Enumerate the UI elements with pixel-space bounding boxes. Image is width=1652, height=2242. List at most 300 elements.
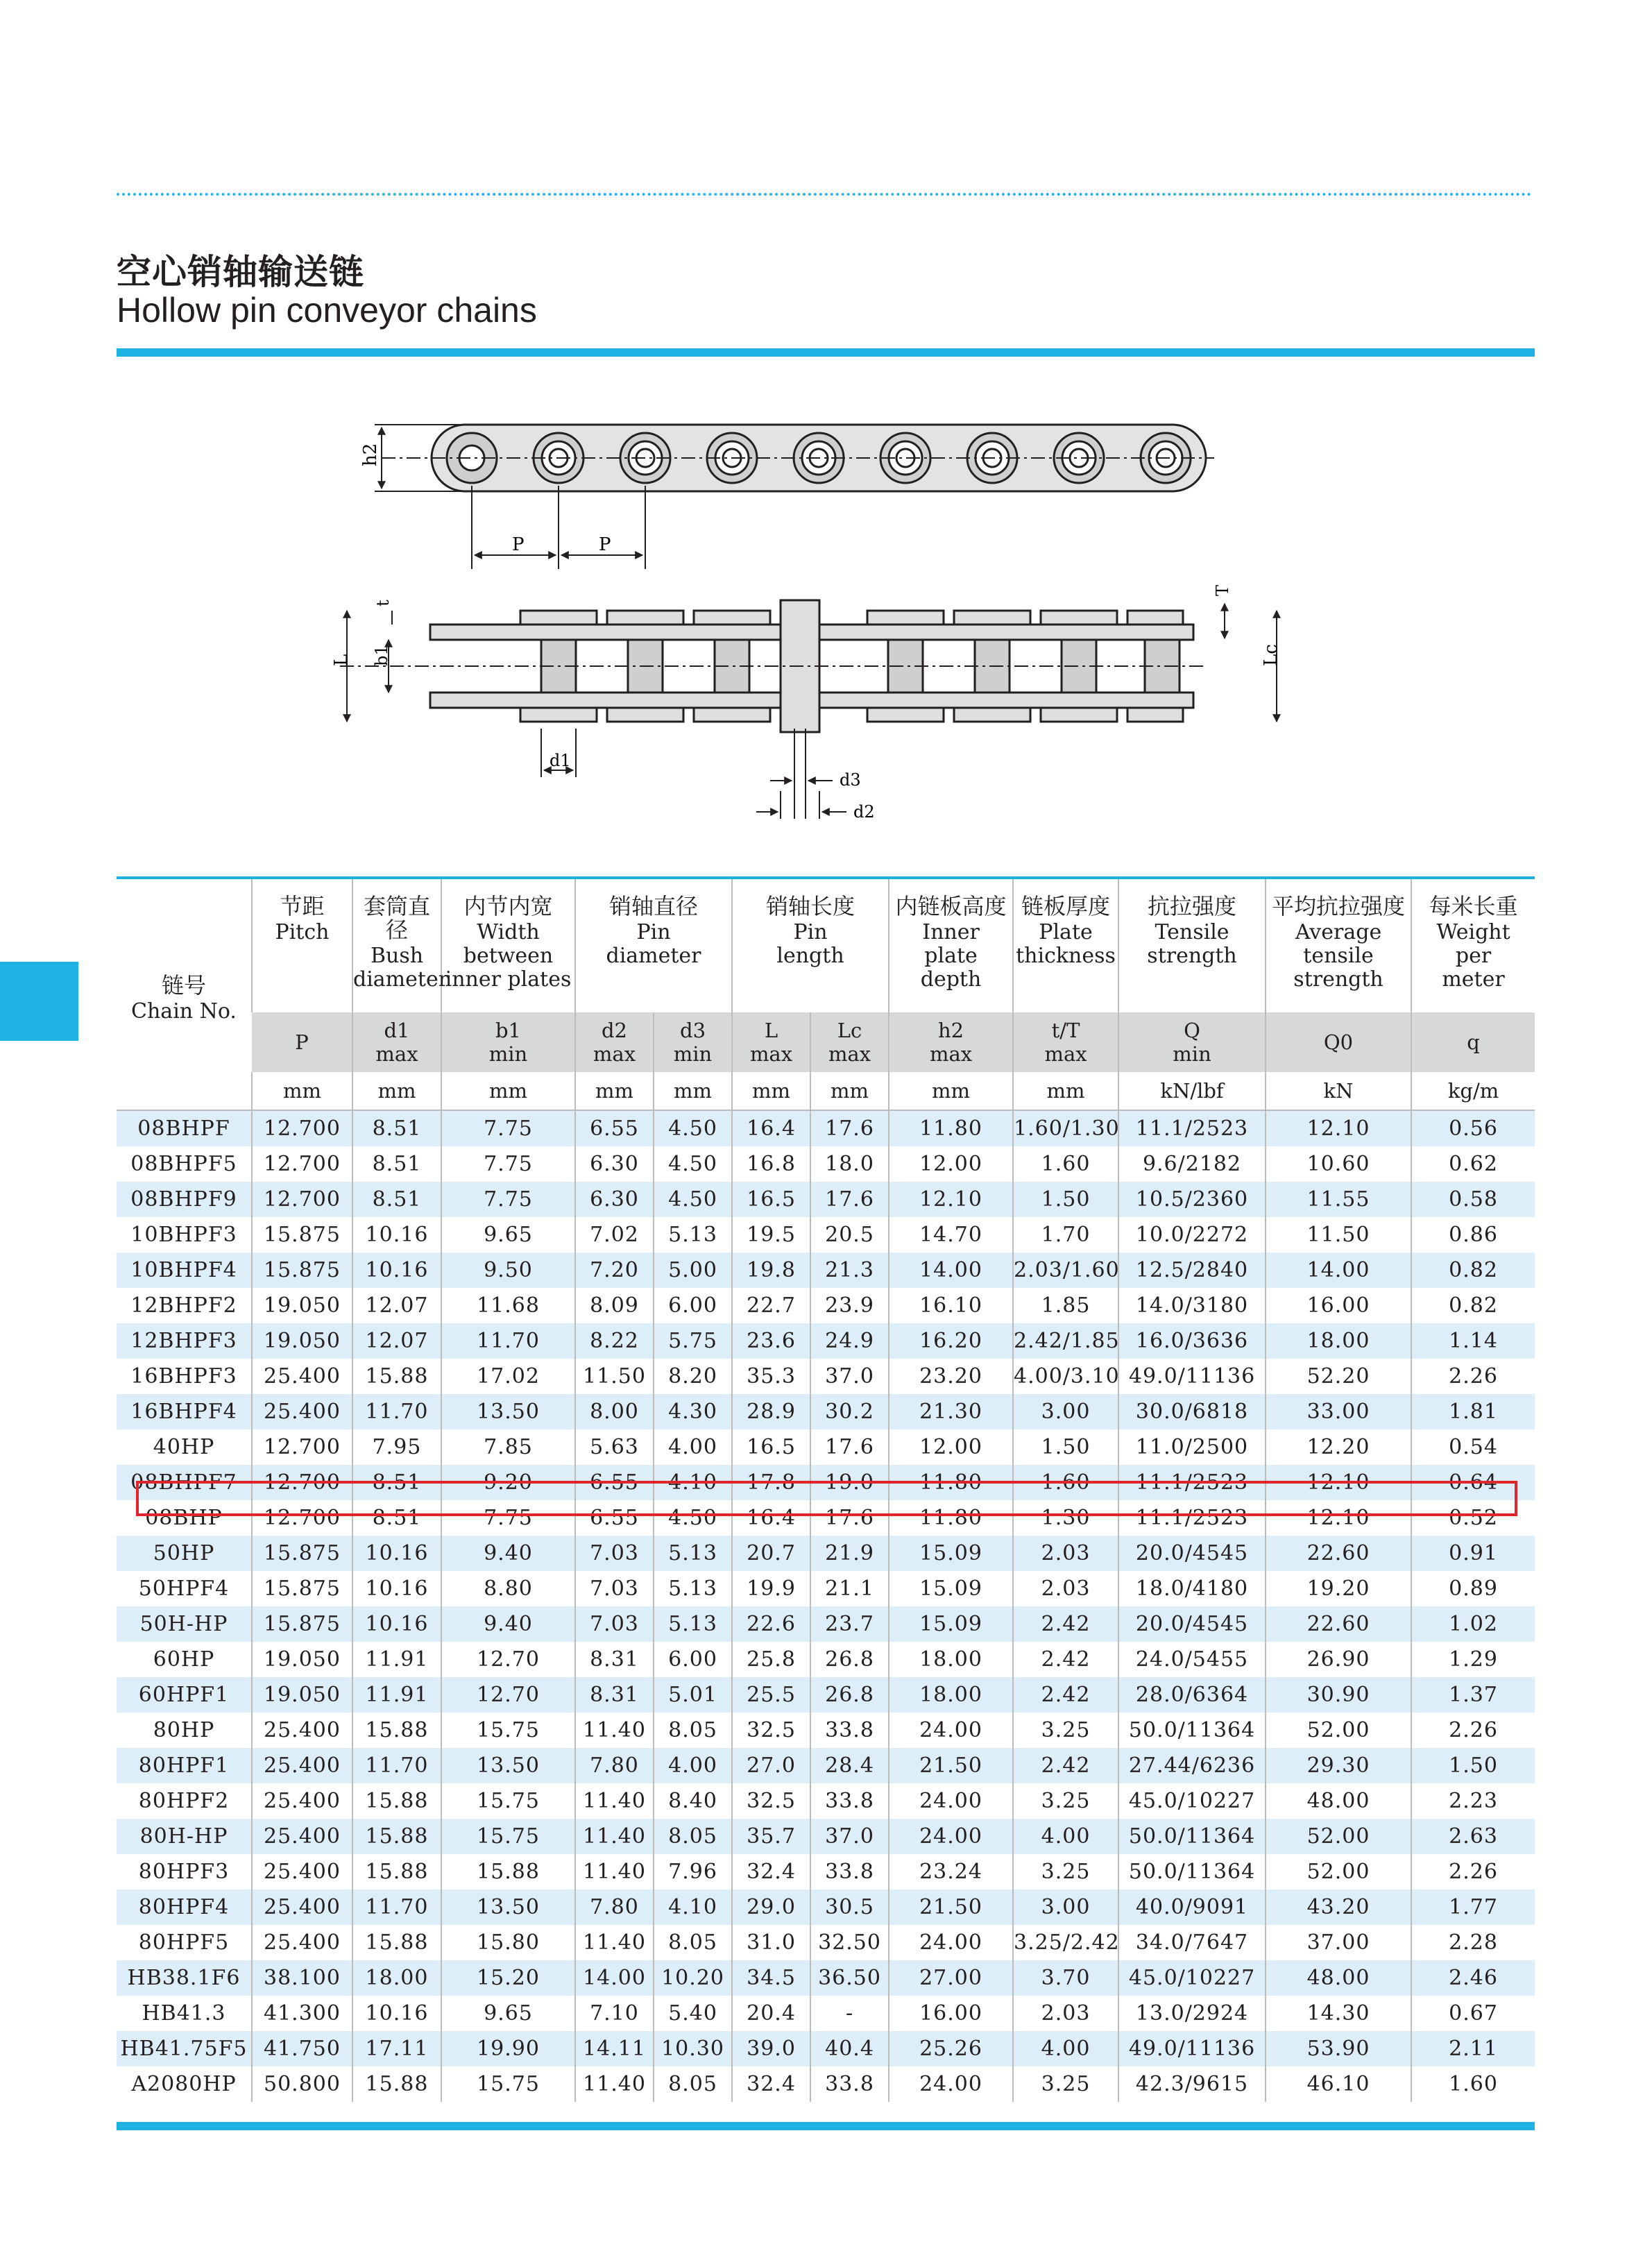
table-cell: 27.0 [732, 1748, 810, 1783]
table-cell: 52.00 [1266, 1819, 1411, 1854]
table-cell: 0.56 [1411, 1110, 1535, 1146]
table-row [117, 1394, 1535, 1429]
table-cell: 17.6 [810, 1500, 889, 1536]
table-row [117, 1323, 1535, 1359]
header-tensile-strength: 抗拉强度 Tensile strength [1118, 879, 1266, 1012]
chain-no-cell: HB41.75F5 [117, 2031, 252, 2066]
table-cell: 11.68 [441, 1288, 575, 1323]
table-cell: 8.51 [352, 1465, 441, 1500]
table-row [117, 1677, 1535, 1713]
table-cell: 11.40 [575, 1854, 654, 1889]
chain-no-cell: 08BHPF [117, 1110, 252, 1146]
table-cell: 6.00 [654, 1288, 732, 1323]
table-cell: 5.40 [654, 1996, 732, 2031]
table-cell: 1.02 [1411, 1606, 1535, 1642]
table-cell: 8.31 [575, 1677, 654, 1713]
table-cell: 17.02 [441, 1359, 575, 1394]
unit-row [117, 1072, 1535, 1110]
table-cell: 8.05 [654, 2066, 732, 2102]
table-cell: 41.750 [252, 2031, 352, 2066]
chain-no-cell: 50HPF4 [117, 1571, 252, 1606]
table-cell: 12.00 [889, 1146, 1013, 1182]
table-cell: 16.5 [732, 1429, 810, 1465]
chain-no-cell: 80HPF1 [117, 1748, 252, 1783]
table-cell: 8.40 [654, 1783, 732, 1819]
table-cell: 2.26 [1411, 1359, 1535, 1394]
table-cell: 28.9 [732, 1394, 810, 1429]
table-cell: 5.75 [654, 1323, 732, 1359]
table-cell: 0.86 [1411, 1217, 1535, 1252]
table-cell: 3.25/2.42 [1013, 1925, 1118, 1960]
table-cell: 15.09 [889, 1536, 1013, 1571]
table-cell: 50.800 [252, 2066, 352, 2102]
table-cell: 10.20 [654, 1960, 732, 1996]
table-cell: 8.51 [352, 1146, 441, 1182]
table-row [117, 1889, 1535, 1925]
table-cell: 26.8 [810, 1677, 889, 1713]
table-cell: 53.90 [1266, 2031, 1411, 2066]
unit-cell: mm [441, 1072, 575, 1110]
table-cell: 15.09 [889, 1571, 1013, 1606]
symbol-cell: d2 max [575, 1012, 654, 1072]
table-cell: 7.03 [575, 1536, 654, 1571]
table-cell: 24.0/5455 [1118, 1642, 1266, 1677]
table-cell: 10.16 [352, 1571, 441, 1606]
table-cell: 6.00 [654, 1642, 732, 1677]
table-cell: 4.50 [654, 1110, 732, 1146]
table-cell: 17.6 [810, 1110, 889, 1146]
table-cell: 40.0/9091 [1118, 1889, 1266, 1925]
table-cell: 4.50 [654, 1182, 732, 1217]
unit-cell: kN [1266, 1072, 1411, 1110]
table-row [117, 1536, 1535, 1571]
table-cell: 5.00 [654, 1252, 732, 1288]
table-cell: 7.03 [575, 1571, 654, 1606]
unit-cell: mm [1013, 1072, 1118, 1110]
table-cell: 33.8 [810, 1783, 889, 1819]
table-row [117, 1713, 1535, 1748]
unit-cell: kN/lbf [1118, 1072, 1266, 1110]
table-cell: 49.0/11136 [1118, 2031, 1266, 2066]
table-cell: 12.700 [252, 1465, 352, 1500]
table-cell: 1.50 [1013, 1182, 1118, 1217]
symbol-cell: L max [732, 1012, 810, 1072]
table-cell: 25.400 [252, 1359, 352, 1394]
table-cell: 0.62 [1411, 1146, 1535, 1182]
table-cell: 17.11 [352, 2031, 441, 2066]
table-row [117, 1960, 1535, 1996]
table-cell: 24.00 [889, 2066, 1013, 2102]
table-cell: 27.00 [889, 1960, 1013, 1996]
table-cell: 16.20 [889, 1323, 1013, 1359]
table-cell: 49.0/11136 [1118, 1359, 1266, 1394]
table-cell: 10.16 [352, 1996, 441, 2031]
table-cell: 1.30 [1013, 1500, 1118, 1536]
table-cell: 19.050 [252, 1642, 352, 1677]
table-cell: 19.90 [441, 2031, 575, 2066]
table-cell: 33.8 [810, 1854, 889, 1889]
label-d3: d3 [840, 770, 861, 790]
table-cell: 19.050 [252, 1288, 352, 1323]
table-cell: 4.10 [654, 1465, 732, 1500]
table-cell: 7.20 [575, 1252, 654, 1288]
table-cell: 9.65 [441, 1996, 575, 2031]
table-cell: 4.00 [1013, 1819, 1118, 1854]
table-cell: 7.75 [441, 1182, 575, 1217]
table-cell: 35.3 [732, 1359, 810, 1394]
table-cell: 15.875 [252, 1606, 352, 1642]
table-cell: 8.51 [352, 1110, 441, 1146]
unit-cell: mm [352, 1072, 441, 1110]
table-cell: 8.51 [352, 1182, 441, 1217]
chain-no-cell: 10BHPF4 [117, 1252, 252, 1288]
table-cell: 2.03 [1013, 1996, 1118, 2031]
unit-cell: mm [654, 1072, 732, 1110]
table-row [117, 1925, 1535, 1960]
table-cell: 23.6 [732, 1323, 810, 1359]
table-cell: 12.700 [252, 1110, 352, 1146]
table-cell: 13.50 [441, 1394, 575, 1429]
table-cell: 15.88 [352, 1854, 441, 1889]
table-cell: 1.60 [1013, 1465, 1118, 1500]
table-cell: 25.400 [252, 1854, 352, 1889]
table-cell: 22.6 [732, 1606, 810, 1642]
table-cell: 23.24 [889, 1854, 1013, 1889]
table-cell: 41.300 [252, 1996, 352, 2031]
table-cell: 15.875 [252, 1217, 352, 1252]
chain-no-cell: A2080HP [117, 2066, 252, 2102]
table-cell: 19.8 [732, 1252, 810, 1288]
chain-no-cell: 08BHPF7 [117, 1465, 252, 1500]
table-cell: 2.26 [1411, 1854, 1535, 1889]
table-cell: 2.42 [1013, 1642, 1118, 1677]
unit-cell-blank [117, 1072, 252, 1110]
table-cell: 25.400 [252, 1748, 352, 1783]
title-underline-bar [117, 348, 1535, 357]
table-cell: 34.5 [732, 1960, 810, 1996]
table-cell: 25.400 [252, 1889, 352, 1925]
table-cell: 3.00 [1013, 1889, 1118, 1925]
symbol-cell: Q0 [1266, 1012, 1411, 1072]
table-cell: 19.050 [252, 1323, 352, 1359]
table-cell: 7.75 [441, 1146, 575, 1182]
chain-no-cell: 10BHPF3 [117, 1217, 252, 1252]
table-cell: 15.75 [441, 1783, 575, 1819]
table-cell: 15.875 [252, 1536, 352, 1571]
table-row [117, 1288, 1535, 1323]
table-cell: 7.80 [575, 1889, 654, 1925]
table-cell: 22.60 [1266, 1606, 1411, 1642]
table-cell: 11.70 [352, 1394, 441, 1429]
chain-no-cell: 50H-HP [117, 1606, 252, 1642]
table-row [117, 2066, 1535, 2102]
chain-diagram [291, 402, 1318, 840]
table-row [117, 1217, 1535, 1252]
table-cell: 26.90 [1266, 1642, 1411, 1677]
header-chain-no: 链号 Chain No. [131, 972, 237, 1024]
table-cell: 29.30 [1266, 1748, 1411, 1783]
symbol-row [117, 1012, 1535, 1072]
table-cell: 14.00 [575, 1960, 654, 1996]
table-cell: 11.55 [1266, 1182, 1411, 1217]
side-tab-marker [0, 962, 78, 1041]
table-cell: 23.9 [810, 1288, 889, 1323]
table-cell: 9.40 [441, 1606, 575, 1642]
table-cell: 11.91 [352, 1642, 441, 1677]
table-cell: 39.0 [732, 2031, 810, 2066]
table-cell: 14.30 [1266, 1996, 1411, 2031]
table-row [117, 1500, 1535, 1536]
table-cell: 1.50 [1411, 1748, 1535, 1783]
table-cell: 3.25 [1013, 2066, 1118, 2102]
unit-cell: mm [575, 1072, 654, 1110]
symbol-cell: Q min [1118, 1012, 1266, 1072]
table-cell: 4.00/3.10 [1013, 1359, 1118, 1394]
table-cell: 14.70 [889, 1217, 1013, 1252]
unit-cell: mm [252, 1072, 352, 1110]
table-cell: 16.00 [889, 1996, 1013, 2031]
table-cell: 30.2 [810, 1394, 889, 1429]
table-cell: 8.31 [575, 1642, 654, 1677]
table-cell: 26.8 [810, 1642, 889, 1677]
table-cell: 10.0/2272 [1118, 1217, 1266, 1252]
symbol-cell: q [1411, 1012, 1535, 1072]
table-cell: 32.4 [732, 2066, 810, 2102]
table-cell: 27.44/6236 [1118, 1748, 1266, 1783]
table-cell: 16.10 [889, 1288, 1013, 1323]
chain-no-cell: 12BHPF2 [117, 1288, 252, 1323]
table-cell: 0.54 [1411, 1429, 1535, 1465]
table-cell: 32.50 [810, 1925, 889, 1960]
table-cell: 11.40 [575, 1713, 654, 1748]
table-cell: 10.16 [352, 1252, 441, 1288]
table-cell: 1.77 [1411, 1889, 1535, 1925]
table-cell: 24.9 [810, 1323, 889, 1359]
table-cell: 25.8 [732, 1642, 810, 1677]
chain-no-cell: 16BHPF4 [117, 1394, 252, 1429]
table-cell: 17.8 [732, 1465, 810, 1500]
table-cell: 11.40 [575, 1819, 654, 1854]
unit-cell: mm [732, 1072, 810, 1110]
table-cell: 20.7 [732, 1536, 810, 1571]
table-cell: 25.5 [732, 1677, 810, 1713]
table-cell: 8.05 [654, 1925, 732, 1960]
table-cell: 32.5 [732, 1783, 810, 1819]
table-cell: 21.9 [810, 1536, 889, 1571]
table-cell: 2.03 [1013, 1536, 1118, 1571]
table-cell: 30.0/6818 [1118, 1394, 1266, 1429]
table-cell: 12.07 [352, 1323, 441, 1359]
table-cell: 12.10 [1266, 1110, 1411, 1146]
table-cell: 20.4 [732, 1996, 810, 2031]
table-cell: 15.75 [441, 1819, 575, 1854]
table-cell: 15.75 [441, 1713, 575, 1748]
table-cell: 14.11 [575, 2031, 654, 2066]
table-cell: 12.07 [352, 1288, 441, 1323]
page-title-en: Hollow pin conveyor chains [117, 291, 537, 330]
table-cell: 11.80 [889, 1500, 1013, 1536]
table-cell: 35.7 [732, 1819, 810, 1854]
header-average-tensile: 平均抗拉强度 Average tensile strength [1266, 879, 1411, 1012]
table-cell: 8.22 [575, 1323, 654, 1359]
table-cell: 45.0/10227 [1118, 1960, 1266, 1996]
table-cell: 5.63 [575, 1429, 654, 1465]
table-cell: 1.60 [1411, 2066, 1535, 2102]
table-cell: 2.42/1.85 [1013, 1323, 1118, 1359]
table-cell: 21.3 [810, 1252, 889, 1288]
table-cell: 1.81 [1411, 1394, 1535, 1429]
table-cell: 7.75 [441, 1110, 575, 1146]
table-cell: 21.50 [889, 1748, 1013, 1783]
table-cell: 9.50 [441, 1252, 575, 1288]
table-cell: 13.50 [441, 1889, 575, 1925]
table-cell: 11.80 [889, 1110, 1013, 1146]
table-cell: 24.00 [889, 1819, 1013, 1854]
chain-no-cell: 08BHP [117, 1500, 252, 1536]
top-dotted-rule [117, 193, 1532, 196]
table-cell: 13.50 [441, 1748, 575, 1783]
chain-no-cell: HB38.1F6 [117, 1960, 252, 1996]
table-row [117, 1252, 1535, 1288]
table-cell: 1.37 [1411, 1677, 1535, 1713]
table-cell: 28.0/6364 [1118, 1677, 1266, 1713]
table-cell: 4.00 [654, 1748, 732, 1783]
table-cell: 3.25 [1013, 1854, 1118, 1889]
table-cell: 43.20 [1266, 1889, 1411, 1925]
label-pitch-2: P [599, 534, 611, 555]
table-cell: 23.7 [810, 1606, 889, 1642]
table-cell: 25.400 [252, 1394, 352, 1429]
table-cell: 15.875 [252, 1571, 352, 1606]
table-cell: 15.875 [252, 1252, 352, 1288]
table-cell: 11.50 [575, 1359, 654, 1394]
table-cell: 4.00 [1013, 2031, 1118, 2066]
table-row [117, 1606, 1535, 1642]
table-cell: 37.00 [1266, 1925, 1411, 1960]
table-cell: 45.0/10227 [1118, 1783, 1266, 1819]
label-pitch-1: P [512, 534, 525, 555]
table-cell: 42.3/9615 [1118, 2066, 1266, 2102]
table-cell: 9.20 [441, 1465, 575, 1500]
table-cell: 33.8 [810, 2066, 889, 2102]
table-cell: 6.55 [575, 1465, 654, 1500]
chain-no-cell: 80HPF2 [117, 1783, 252, 1819]
table-cell: 10.60 [1266, 1146, 1411, 1182]
table-cell: 13.0/2924 [1118, 1996, 1266, 2031]
table-cell: 25.400 [252, 1819, 352, 1854]
table-cell: 2.46 [1411, 1960, 1535, 1996]
table-cell: 2.42 [1013, 1677, 1118, 1713]
table-cell: 17.6 [810, 1182, 889, 1217]
page-title-cn: 空心销轴输送链 [117, 252, 364, 292]
table-cell: 7.10 [575, 1996, 654, 2031]
table-cell: 12.70 [441, 1677, 575, 1713]
table-cell: 11.0/2500 [1118, 1429, 1266, 1465]
table-cell: 11.91 [352, 1677, 441, 1713]
table-cell: 12.10 [889, 1182, 1013, 1217]
header-weight: 每米长重 Weight per meter [1411, 879, 1535, 1012]
table-cell: 52.20 [1266, 1359, 1411, 1394]
table-cell: 11.40 [575, 2066, 654, 2102]
table-cell: 12.10 [1266, 1465, 1411, 1500]
table-cell: - [810, 1996, 889, 2031]
header-bush: 套筒直径 Bush diameter [352, 879, 441, 1012]
table-cell: 24.00 [889, 1783, 1013, 1819]
table-cell: 50.0/11364 [1118, 1854, 1266, 1889]
table-cell: 1.14 [1411, 1323, 1535, 1359]
table-row [117, 1182, 1535, 1217]
table-cell: 11.80 [889, 1465, 1013, 1500]
chain-no-cell: 08BHPF5 [117, 1146, 252, 1182]
table-cell: 1.70 [1013, 1217, 1118, 1252]
table-cell: 24.00 [889, 1925, 1013, 1960]
table-cell: 16.00 [1266, 1288, 1411, 1323]
table-cell: 2.42 [1013, 1606, 1118, 1642]
table-row [117, 1110, 1535, 1146]
table-cell: 1.60/1.30 [1013, 1110, 1118, 1146]
bottom-bar [117, 2122, 1535, 2130]
table-cell: 4.30 [654, 1394, 732, 1429]
label-d1: d1 [550, 751, 571, 770]
table-cell: 2.42 [1013, 1748, 1118, 1783]
table-cell: 48.00 [1266, 1783, 1411, 1819]
table-cell: 7.85 [441, 1429, 575, 1465]
table-cell: 1.29 [1411, 1642, 1535, 1677]
table-cell: 18.00 [352, 1960, 441, 1996]
table-row [117, 1465, 1535, 1500]
table-cell: 8.00 [575, 1394, 654, 1429]
table-cell: 3.00 [1013, 1394, 1118, 1429]
table-cell: 19.5 [732, 1217, 810, 1252]
table-cell: 12.700 [252, 1146, 352, 1182]
table-cell: 15.80 [441, 1925, 575, 1960]
chain-no-cell: 08BHPF9 [117, 1182, 252, 1217]
table-cell: 52.00 [1266, 1713, 1411, 1748]
spec-table-wrapper [117, 876, 1535, 2102]
table-cell: 19.9 [732, 1571, 810, 1606]
table-cell: 8.05 [654, 1713, 732, 1748]
table-cell: 15.88 [352, 1925, 441, 1960]
label-d2: d2 [853, 802, 875, 822]
header-pin-diameter: 销轴直径 Pin diameter [575, 879, 732, 1012]
table-cell: 8.20 [654, 1359, 732, 1394]
table-cell: 12.70 [441, 1642, 575, 1677]
table-cell: 12.700 [252, 1500, 352, 1536]
table-row [117, 1996, 1535, 2031]
table-cell: 15.88 [441, 1854, 575, 1889]
label-h2: h2 [360, 443, 381, 466]
table-cell: 15.09 [889, 1606, 1013, 1642]
table-cell: 6.55 [575, 1110, 654, 1146]
table-cell: 38.100 [252, 1960, 352, 1996]
table-row [117, 2031, 1535, 2066]
table-row [117, 1146, 1535, 1182]
table-cell: 18.00 [1266, 1323, 1411, 1359]
chain-no-cell: 16BHPF3 [117, 1359, 252, 1394]
table-cell: 15.88 [352, 1713, 441, 1748]
table-cell: 18.0/4180 [1118, 1571, 1266, 1606]
table-cell: 22.60 [1266, 1536, 1411, 1571]
table-cell: 12.5/2840 [1118, 1252, 1266, 1288]
table-cell: 50.0/11364 [1118, 1819, 1266, 1854]
table-cell: 4.50 [654, 1500, 732, 1536]
table-cell: 2.23 [1411, 1783, 1535, 1819]
table-cell: 20.0/4545 [1118, 1536, 1266, 1571]
table-cell: 2.03/1.60 [1013, 1252, 1118, 1288]
table-cell: 30.5 [810, 1889, 889, 1925]
table-row [117, 1359, 1535, 1394]
label-Lc: Lc [1261, 644, 1281, 666]
